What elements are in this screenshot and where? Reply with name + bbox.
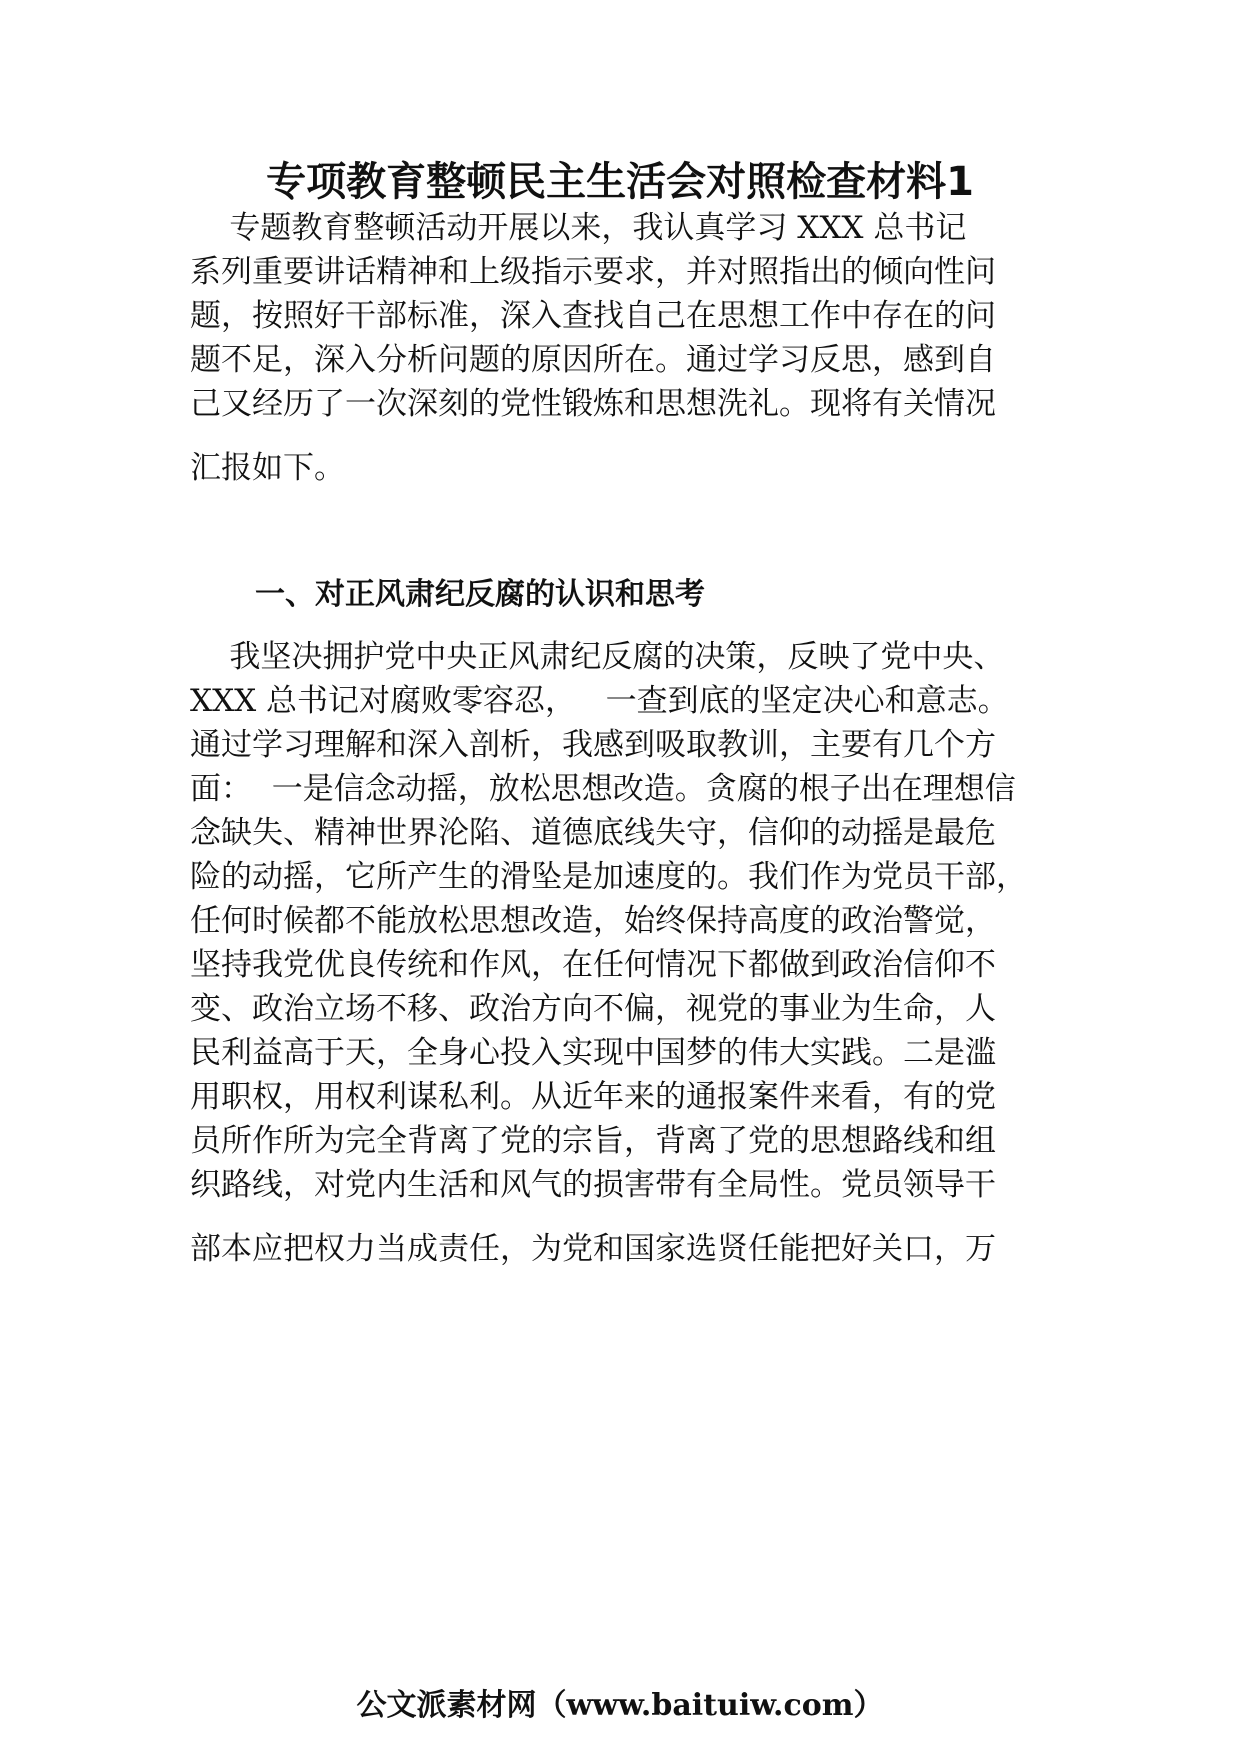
section-heading: 一、对正风肃纪反腐的认识和思考 <box>255 577 705 612</box>
section-line: 念缺失、精神世界沦陷、道德底线失守，信仰的动摇是最危 <box>190 815 996 851</box>
section-line: 面： 一是信念动摇，放松思想改造。贪腐的根子出在理想信 <box>190 771 1016 807</box>
document-title: 专项教育整顿民主生活会对照检查材料1 <box>266 159 974 205</box>
intro-line: 汇报如下。 <box>190 450 345 486</box>
section-line: 任何时候都不能放松思想改造，始终保持高度的政治警觉， <box>190 903 996 939</box>
section-line: 险的动摇，它所产生的滑坠是加速度的。我们作为党员干部， <box>190 859 1027 895</box>
section-line: 我坚决拥护党中央正风肃纪反腐的决策，反映了党中央、 <box>190 639 1005 675</box>
intro-line: 己又经历了一次深刻的党性锻炼和思想洗礼。现将有关情况 <box>190 386 996 422</box>
section-line: 通过学习理解和深入剖析，我感到吸取教训，主要有几个方 <box>190 727 996 763</box>
section-line: 坚持我党优良传统和作风，在任何情况下都做到政治信仰不 <box>190 947 996 983</box>
section-line: 织路线，对党内生活和风气的损害带有全局性。党员领导干 <box>190 1167 996 1203</box>
footer-source: 公文派素材网（www.baituiw.com） <box>356 1688 884 1723</box>
section-line: 变、政治立场不移、政治方向不偏，视党的事业为生命，人 <box>190 991 996 1027</box>
intro-line: 题不足，深入分析问题的原因所在。通过学习反思，感到自 <box>190 342 996 378</box>
intro-line: 系列重要讲话精神和上级指示要求，并对照指出的倾向性问 <box>190 254 996 290</box>
section-line: XXX 总书记对腐败零容忍， 一查到底的坚定决心和意志。 <box>190 683 1009 719</box>
intro-line: 专题教育整顿活动开展以来，我认真学习 XXX 总书记 <box>190 210 967 246</box>
section-line: 民利益高于天，全身心投入实现中国梦的伟大实践。二是滥 <box>190 1035 996 1071</box>
section-line: 用职权，用权利谋私利。从近年来的通报案件来看，有的党 <box>190 1079 996 1115</box>
section-line: 员所作所为完全背离了党的宗旨，背离了党的思想路线和组 <box>190 1123 996 1159</box>
intro-line: 题，按照好干部标准，深入查找自己在思想工作中存在的问 <box>190 298 996 334</box>
section-line: 部本应把权力当成责任，为党和国家选贤任能把好关口，万 <box>190 1231 996 1267</box>
